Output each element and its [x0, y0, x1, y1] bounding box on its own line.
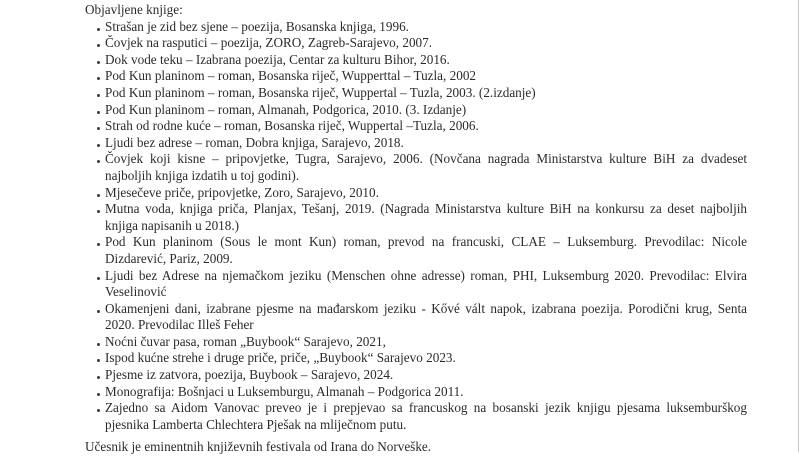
book-list-item: Ljudi bez adrese – roman, Dobra knjiga, Sarajevo, 2018.	[105, 135, 747, 152]
book-list-item: Noćni čuvar pasa, roman „Buybook“ Sarajevo, 2021,	[105, 334, 747, 351]
book-list-item: Okamenjeni dani, izabrane pjesme na mađarskom jeziku - Kővé vált napok, izabrana poezija. Porodični krug, Senta 2020. Prevodilac Illeš Feher	[105, 300, 747, 333]
book-list-item: Čovjek koji kisne – pripovjetke, Tugra, Sarajevo, 2006. (Novčana nagrada Ministarstva kulture BiH za dvadeset najboljih knjiga izdatih u toj godini).	[105, 151, 747, 183]
book-list-item: Monografija: Bošnjaci u Luksemburgu, Almanah – Podgorica 2011.	[105, 384, 747, 401]
section-heading: Objavljene knjige:	[85, 2, 183, 17]
book-list-item: Strah od rodne kuće – roman, Bosanska riječ, Wuppertal –Tuzla, 2006.	[105, 118, 747, 135]
book-list-item: Čovjek na rasputici – poezija, ZORO, Zagreb-Sarajevo, 2007.	[105, 35, 747, 52]
book-list-item: Pod Kun planinom – roman, Bosanska riječ, Wupperttal – Tuzla, 2002	[105, 68, 747, 85]
book-list-item: Mjesečeve priče, pripovjetke, Zoro, Sarajevo, 2010.	[105, 185, 747, 202]
book-list-item: Zajedno sa Aidom Vanovac preveo je i prepjevao sa francuskog na bosanski jezik knjigu pjesama luksemburškog pjesnika Lamberta Chlechtera Pješak na mliječnom putu.	[105, 400, 747, 432]
book-list-item: Strašan je zid bez sjene – poezija, Bosanska knjiga, 1996.	[105, 19, 747, 36]
book-list-item: Pod Kun planinom – roman, Bosanska riječ, Wuppertal – Tuzla, 2003. (2.izdanje)	[105, 85, 747, 102]
book-list-item: Pod Kun planinom (Sous le mont Kun) roman, prevod na francuski, CLAE – Luksemburg. Prevodilac: Nicole Dizdarević, Pariz, 2009.	[105, 234, 747, 266]
book-list-item: Mutna voda, knjiga priča, Planjax, Tešanj, 2019. (Nagrada Ministarstva kulture BiH na konkursu za deset najboljih knjiga napisanih u 2018.)	[105, 201, 747, 233]
document-body	[85, 2, 747, 469]
book-list-item: Ljudi bez Adrese na njemačkom jeziku (Menschen ohne adresse) roman, PHI, Luksemburg 2020. Prevodilac: Elvira Veselinović	[105, 267, 747, 300]
book-list-item: Dok vode teku – Izabrana poezija, Centar za kulturu Bihor, 2016.	[105, 52, 747, 69]
book-list-item: Ispod kućne strehe i druge priče, priče, „Buybook“ Sarajevo 2023.	[105, 350, 747, 367]
book-list	[85, 19, 747, 434]
closing-paragraph: Učesnik je eminentnih književnih festivala od Irana do Norveške.	[85, 439, 432, 455]
book-list-item: Pod Kun planinom – roman, Almanah, Podgorica, 2010. (3. Izdanje)	[105, 102, 747, 119]
page-edge-divider	[798, 0, 799, 452]
book-list-item: Pjesme iz zatvora, poezija, Buybook – Sarajevo, 2024.	[105, 367, 747, 384]
